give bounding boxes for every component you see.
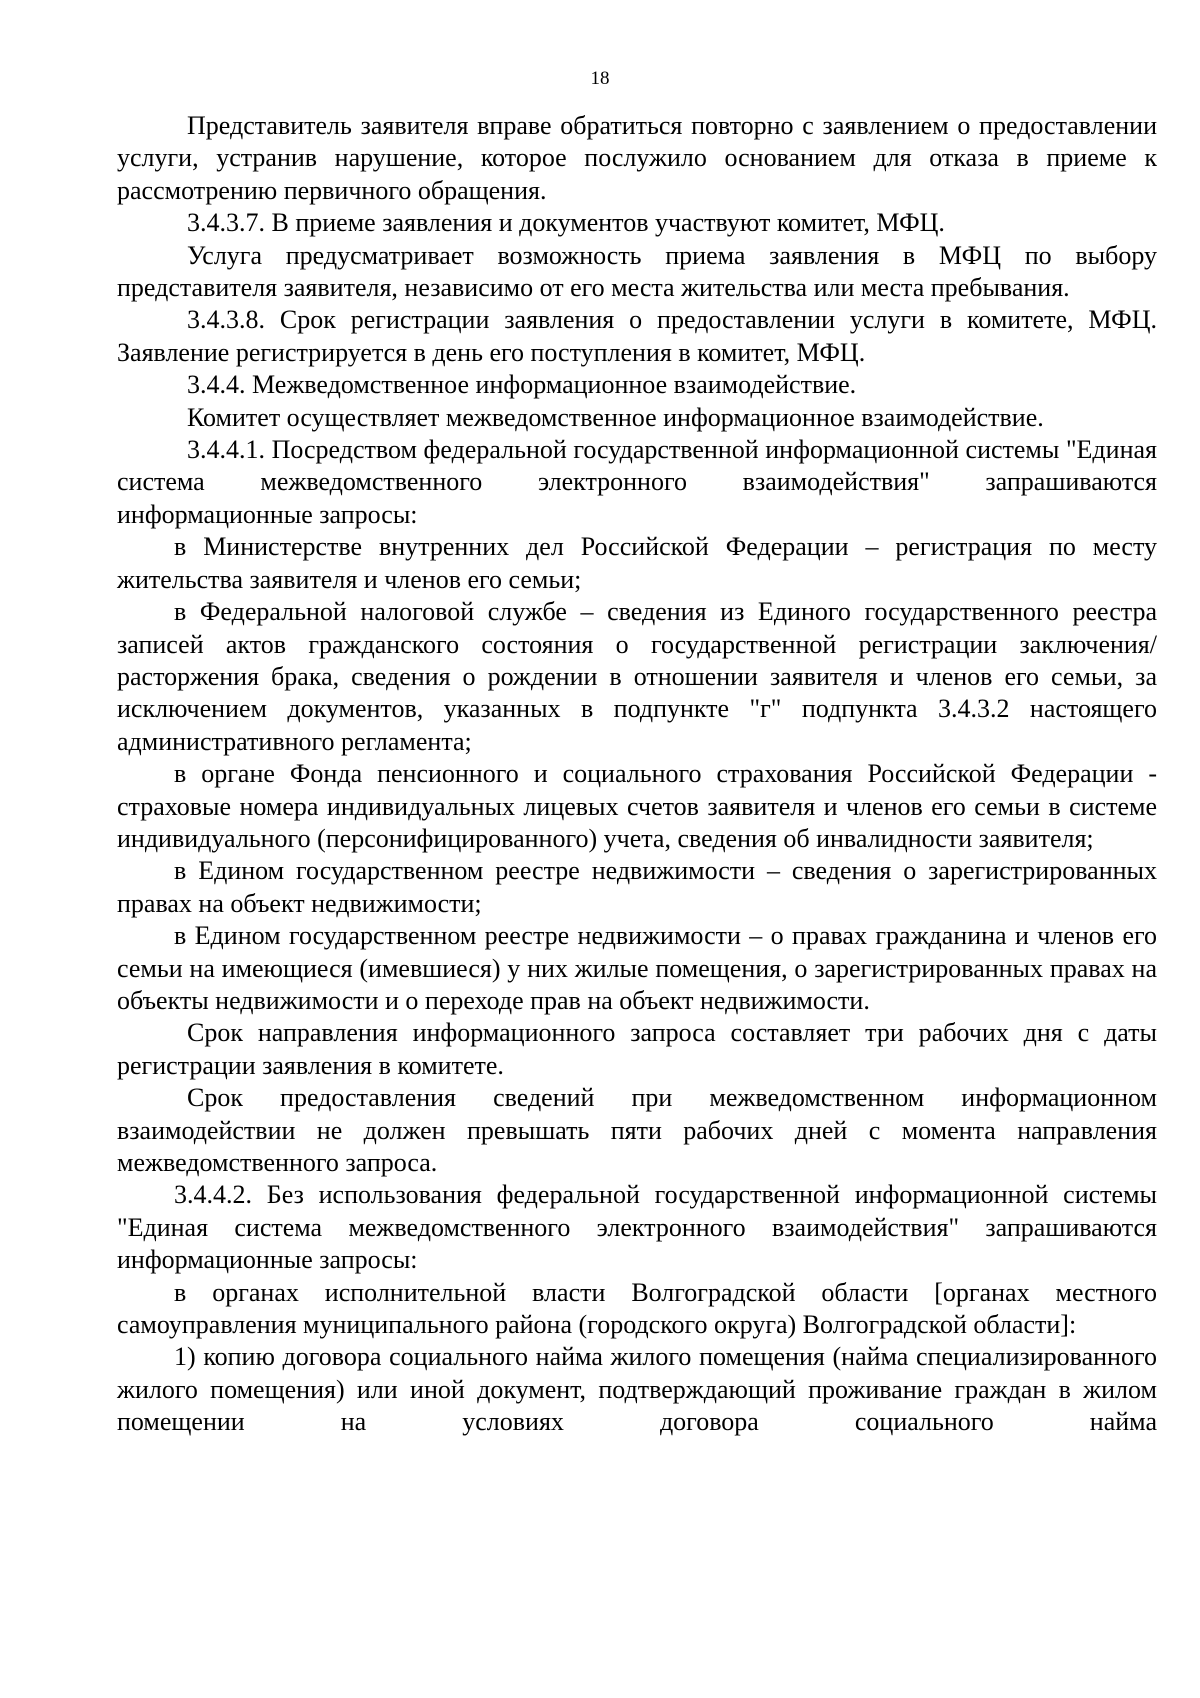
paragraph-mvd: в Министерстве внутренних дел Российской Федерации – регистрация по месту жительства заявителя и членов его семьи; [117, 532, 1157, 594]
paragraph-response-deadline: Срок предоставления сведений при межведомственном информационном взаимодействии не должен превышать пяти рабочих дней с момента направления межведомственного запроса. [117, 1083, 1157, 1177]
paragraph-request-deadline: Срок направления информационного запроса составляет три рабочих дня с даты регистрации заявления в комитете. [117, 1018, 1157, 1080]
paragraph-3-4-3-8: 3.4.3.8. Срок регистрации заявления о предоставлении услуги в комитете, МФЦ. Заявление регистрируется в день его поступления в комитет, МФЦ. [117, 305, 1157, 367]
paragraph-3-4-4-1: 3.4.4.1. Посредством федеральной государственной информационной системы "Единая система межведомственного электронного взаимодействия" запрашиваются информационные запросы: [117, 435, 1157, 529]
page-number: 18 [590, 68, 610, 89]
paragraph-3-4-4: 3.4.4. Межведомственное информационное взаимодействие. [187, 370, 857, 400]
paragraph-egrn-citizen: в Едином государственном реестре недвижимости – о правах гражданина и членов его семьи на имеющиеся (имевшиеся) у них жилые помещения, о зарегистрированных правах на объекты недвижимости и о переходе прав на объект недвижимости. [117, 921, 1157, 1015]
paragraph-fns: в Федеральной налоговой службе – сведения из Единого государственного реестра записей актов гражданского состояния о государственной регистрации заключения/расторжения брака, сведения о рождении в отношении заявителя и членов его семьи, за исключением документов, указанных в подпункте "г" подпункта 3.4.3.2 настоящего административного регламента; [117, 597, 1157, 756]
document-body [117, 110, 1157, 1439]
paragraph-executive-authorities: в органах исполнительной власти Волгоградской области [органах местного самоуправления муниципального района (городского округа) Волгоградской области]: [117, 1277, 1157, 1340]
paragraph-committee-interaction: Комитет осуществляет межведомственное информационное взаимодействие. [187, 402, 1044, 432]
paragraph-egrn-rights: в Едином государственном реестре недвижимости – сведения о зарегистрированных правах на объект недвижимости; [117, 856, 1157, 918]
paragraph-3-4-4-2: 3.4.4.2. Без использования федеральной государственной информационной системы "Единая система межведомственного электронного взаимодействия" запрашиваются информационные запросы: [117, 1180, 1157, 1275]
paragraph-service-mfc: Услуга предусматривает возможность приема заявления в МФЦ по выбору представителя заявителя, независимо от его места жительства или места пребывания. [117, 240, 1157, 303]
paragraph-3-4-3-7: 3.4.3.7. В приеме заявления и документов участвуют комитет, МФЦ. [187, 208, 945, 238]
paragraph-representative-reapply: Представитель заявителя вправе обратиться повторно с заявлением о предоставлении услуги, устранив нарушение, которое послужило основанием для отказа в приеме к рассмотрению первичного обращения. [117, 111, 1157, 205]
paragraph-sfr: в органе Фонда пенсионного и социального страхования Российской Федерации - страховые номера индивидуальных лицевых счетов заявителя и членов его семьи в системе индивидуального (персонифицированного) учета, сведения об инвалидности заявителя; [117, 759, 1157, 853]
paragraph-item-1: 1) копию договора социального найма жилого помещения (найма специализированного жилого помещения) или иной документ, подтверждающий проживание граждан в жилом помещении на условиях договора социального найма [117, 1342, 1157, 1437]
